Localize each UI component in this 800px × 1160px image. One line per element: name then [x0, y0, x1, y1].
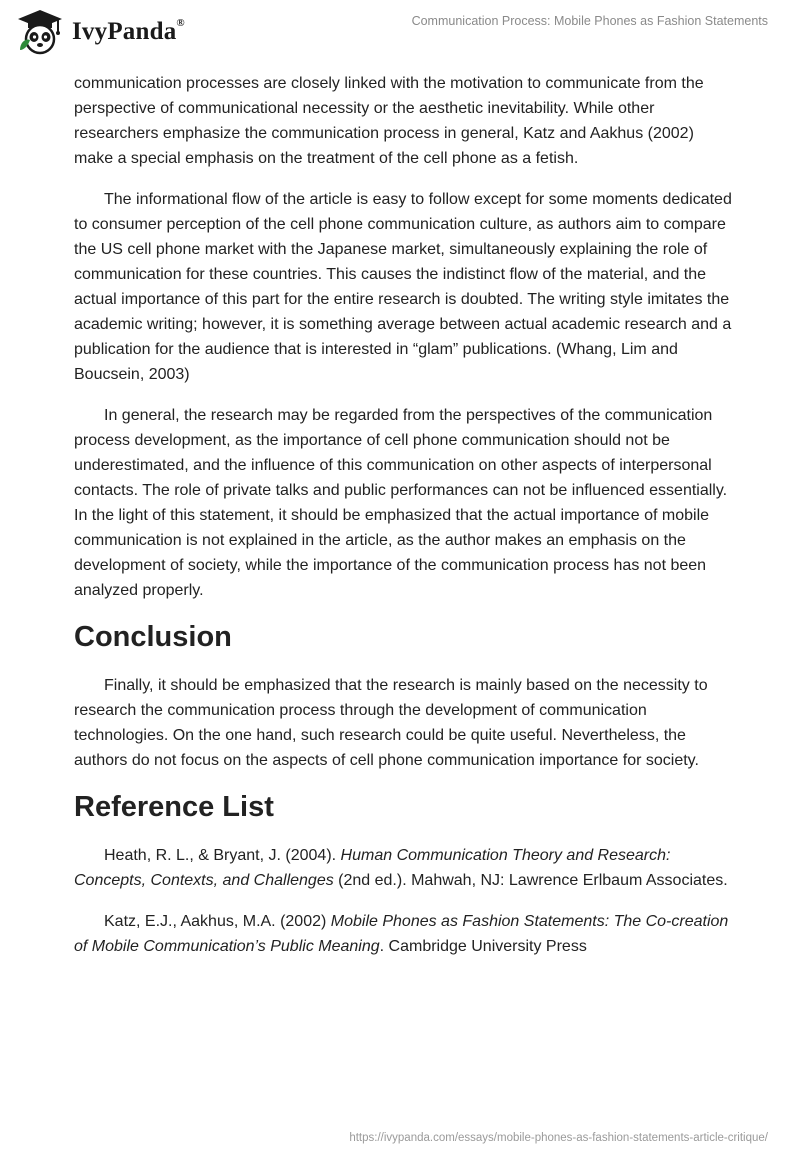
reference-list-heading: Reference List — [74, 791, 274, 823]
source-url[interactable]: https://ivypanda.com/essays/mobile-phones-as-fashion-statements-article-critique/ — [349, 1132, 768, 1144]
reference-title: Human Communication Theory and Research: Concepts, Contexts, and Challenges — [74, 847, 671, 889]
reference-publisher: (2nd ed.). Mahwah, NJ: Lawrence Erlbaum Associates. — [333, 872, 728, 889]
brand-name-text: IvyPanda — [72, 18, 177, 45]
brand-name — [72, 18, 185, 46]
reference-publisher: . Cambridge University Press — [379, 938, 587, 955]
conclusion-heading: Conclusion — [74, 621, 232, 653]
conclusion-paragraph: Finally, it should be emphasized that the research is mainly based on the necessity to research the communication process through the development of communication technologies. On the one hand, such research could be quite useful. Nevertheless, the authors do not focus on the aspects of cell phone communication importance for society. — [74, 677, 708, 769]
page-header — [0, 0, 800, 70]
reference-item — [74, 843, 734, 893]
brand-logo[interactable] — [14, 8, 185, 56]
reference-authors: Katz, E.J., Aakhus, M.A. (2002) — [104, 913, 331, 930]
panda-logo-icon — [14, 8, 66, 56]
registered-mark: ® — [176, 16, 185, 29]
article-body — [74, 71, 734, 975]
body-paragraph-1: communication processes are closely linked with the motivation to communicate from the perspective of communicational necessity or the aesthetic inevitability. While other researchers emphasize the communication process in general, Katz and Aakhus (2002) make a special emphasis on the treatment of the cell phone as a fetish. — [74, 75, 704, 167]
reference-authors: Heath, R. L., & Bryant, J. (2004). — [104, 847, 341, 864]
reference-item — [74, 909, 734, 959]
body-paragraph-3: In general, the research may be regarded from the perspectives of the communication process development, as the importance of cell phone communication should not be underestimated, and the influence of this communication on other aspects of interpersonal contacts. The role of private talks and public performances can not be influenced essentially. In the light of this statement, it should be emphasized that the actual importance of mobile communication is not explained in the article, as the author makes an emphasis on the development of society, while the importance of the communication process has not been analyzed properly. — [74, 407, 728, 599]
body-paragraph-2: The informational flow of the article is easy to follow except for some moments dedicated to consumer perception of the cell phone communication culture, as authors aim to compare the US cell phone market with the Japanese market, simultaneously explaining the role of communication for these countries. This causes the indistinct flow of the material, and the actual importance of this part for the entire research is doubted. The writing style imitates the academic writing; however, it is something average between actual academic research and a publication for the audience that is interested in “glam” publications. (Whang, Lim and Boucsein, 2003) — [74, 191, 732, 383]
document-title: Communication Process: Mobile Phones as Fashion Statements — [411, 14, 768, 28]
reference-title: Mobile Phones as Fashion Statements: The Co-creation of Mobile Communication’s Public Meaning — [74, 913, 729, 955]
